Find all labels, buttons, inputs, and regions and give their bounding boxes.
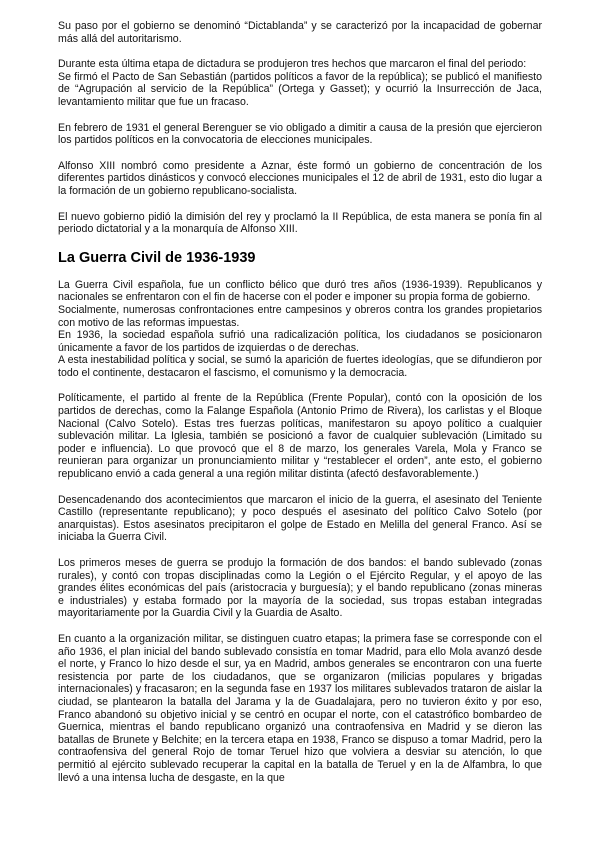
paragraph-radicalization: En 1936, la sociedad española sufrió una radicalización política, los ciudadanos se posicionaron únicamente a favor de los partidos de izquierdas o de derechas. (58, 329, 542, 354)
paragraph-military-stages: En cuanto a la organización militar, se distinguen cuatro etapas; la primera fase se corresponde con el año 1936, el plan inicial del bando sublevado consistía en tomar Madrid, para ello Mola avanzó desde el norte, y Franco lo hizo desde el sur, ya en Madrid, ambos generales se encontraron con una fuerte resistencia por parte de los ciudadanos, que se organizaron (milicias populares y brigadas internacionales) y fracasaron; en la segunda fase en 1937 los militares sublevados trataron de aislar la ciudad, se plantearon la batalla del Jarama y la de Guadalajara, pero no tuvieron éxito y por eso, Franco abandonó su objetivo inicial y se centró en ocupar el norte, con el catastrófico bombardeo de Guernica, mientras el bando republicano organizó una contraofensiva en Madrid y se dieron las batallas de Brunete y Belchite; en la tercera etapa en 1938, Franco se dispuso a tomar Madrid, pero la contraofensiva del general Rojo de tomar Teruel hizo que volviera a desviar su atención, lo que permitió al ejército sublevado recuperar la capital en la batalla de Teruel y en la de Alfambra, lo que llevó a una intensa lucha de desgaste, en la que (58, 632, 542, 784)
paragraph-dictablanda: Su paso por el gobierno se denominó “Dictablanda” y se caracterizó por la incapacidad de gobernar más allá del autoritarismo. (58, 20, 542, 45)
paragraph-civil-war-intro: La Guerra Civil española, fue un conflicto bélico que duró tres años (1936-1939). Republicanos y nacionales se enfrentaron con el fin de hacerse con el poder e imponer su propia forma de gobierno. (58, 278, 542, 304)
paragraph-three-events: Se firmó el Pacto de San Sebastián (partidos políticos a favor de la república); se publicó el manifiesto de “Agrupación al servicio de la República” (Ortega y Gasset); y ocurrió la Insurrección de Jaca, levantamiento militar que fue un fracaso. (58, 70, 542, 108)
paragraph-aznar: Alfonso XIII nombró como presidente a Aznar, éste formó un gobierno de concentración de los diferentes partidos dinásticos y convocó elecciones municipales el 12 de abril de 1931, esto dio lugar a la formación de un gobierno republicano-socialista. (58, 159, 542, 197)
paragraph-second-republic: El nuevo gobierno pidió la dimisión del rey y proclamó la II República, de esta manera se ponía fin al periodo dictatorial y a la monarquía de Alfonso XIII. (58, 210, 542, 236)
paragraph-assassinations: Desencadenando dos acontecimientos que marcaron el inicio de la guerra, el asesinato del Teniente Castillo (representante republicano); y poco después el asesinato del político Calvo Sotelo (por anarquistas). Estos asesinatos precipitaron el golpe de Estado en Melilla del general Franco. Así se iniciaba la Guerra Civil. (58, 493, 542, 544)
paragraph-berenguer: En febrero de 1931 el general Berenguer se vio obligado a dimitir a causa de la presión que ejercieron los partidos políticos en la convocatoria de elecciones municipales. (58, 121, 542, 147)
section-heading: La Guerra Civil de 1936-1939 (58, 249, 256, 266)
document-page (58, 20, 542, 784)
paragraph-political: Políticamente, el partido al frente de la República (Frente Popular), contó con la oposición de los partidos de derechas, como la Falange Española (Antonio Primo de Rivera), los carlistas y el Bloque Nacional (Calvo Sotelo). Estas tres fuerzas políticas, manifestaron su apoyo político a cualquier sublevación militar. La Iglesia, también se posicionó a favor de cualquier sublevación (Limitado su poder e influencia). Lo que provocó que el 8 de marzo, los generales Varela, Mola y Franco se reunieran para organizar un pronunciamiento militar y “restablecer el orden”, ante esto, el gobierno republicano envió a cada general a una región militar distinta (afectó desfavorablemente.) (58, 392, 542, 481)
paragraph-social: Socialmente, numerosas confrontaciones entre campesinos y obreros contra los grandes propietarios con motivo de las reformas impuestas. (58, 303, 542, 329)
paragraph-ideologies: A esta inestabilidad política y social, se sumó la aparición de fuertes ideologías, que se difundieron por todo el continente, destacaron el fascismo, el comunismo y la democracia. (58, 354, 542, 379)
paragraph-final-period: Durante esta última etapa de dictadura se produjeron tres hechos que marcaron el final del periodo: (58, 58, 527, 71)
paragraph-two-sides: Los primeros meses de guerra se produjo la formación de dos bandos: el bando sublevado (zonas rurales), y contó con tropas disciplinadas como la Legión o el Ejército Regular, y el apoyo de las grandes élites económicas del país (aristocracia y burguesía); y el bando republicano (zonas mineras e industriales) y estaba formado por la mayoría de la sociedad, sus tropas estaban integradas mayoritariamente por la Guardia Civil y la Guardia de Asalto. (58, 557, 542, 620)
